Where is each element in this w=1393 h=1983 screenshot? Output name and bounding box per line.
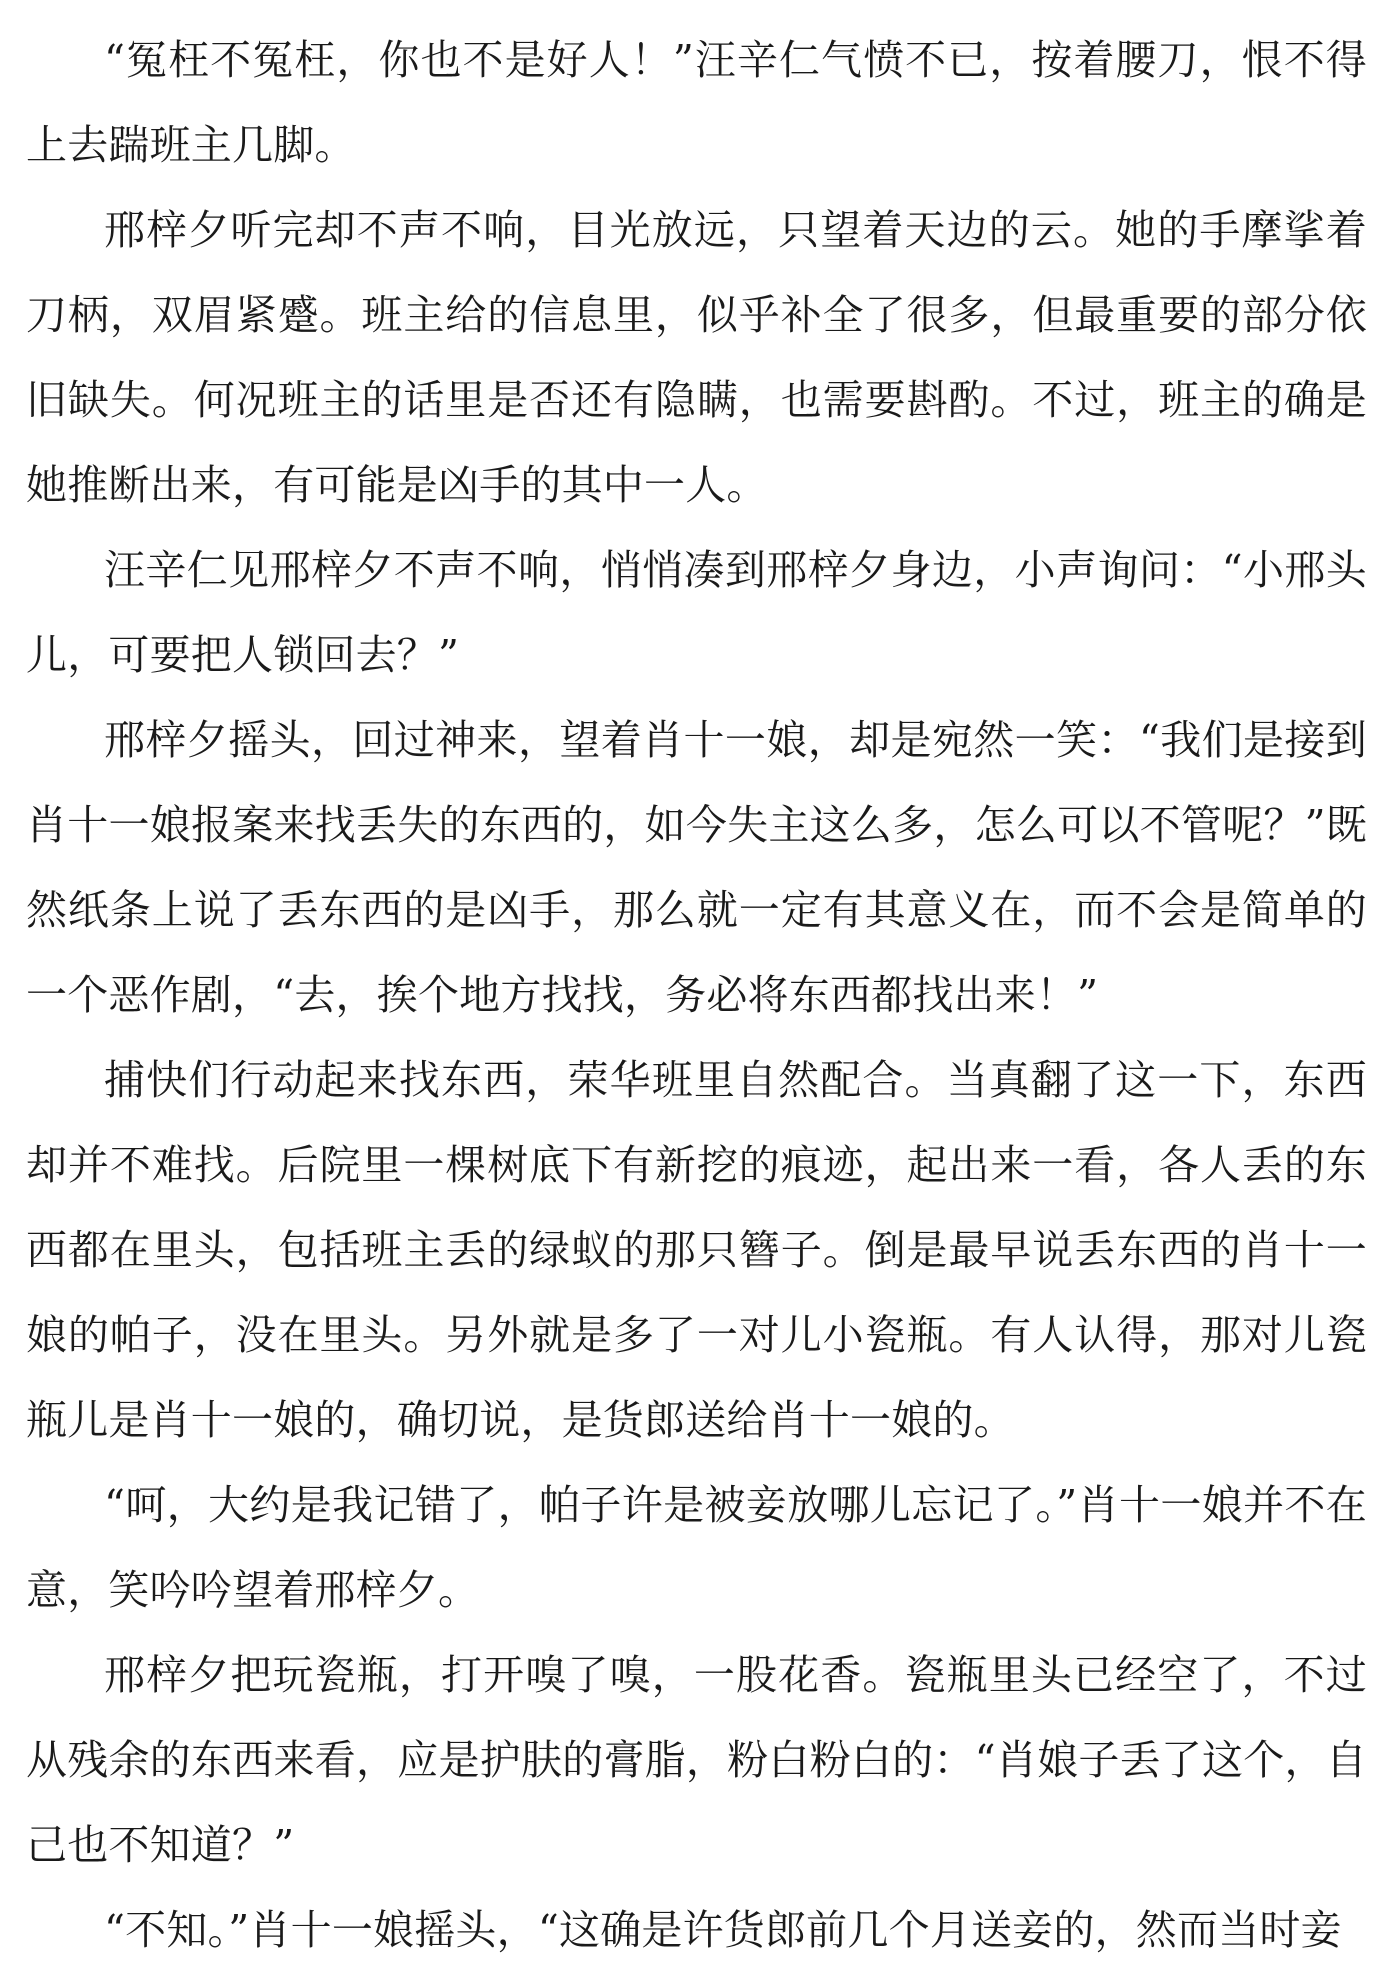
paragraph-4: 邢梓夕摇头，回过神来，望着肖十一娘，却是宛然一笑：“我们是接到肖十一娘报案来找丢失的东西的，如今失主这么多，怎么可以不管呢？”既然纸条上说了丢东西的是凶手，那么就一定有其意义在，而不会是简单的一个恶作剧，“去，挨个地方找找，务必将东西都找出来！” bbox=[26, 716, 1367, 1019]
paragraph-1: “冤枉不冤枉，你也不是好人！”汪辛仁气愤不已，按着腰刀，恨不得上去踹班主几脚。 bbox=[26, 36, 1367, 169]
paragraph-8: “不知。”肖十一娘摇头，“这确是许货郎前几个月送妾的，然而当时妾 bbox=[104, 1906, 1342, 1954]
paragraph-6: “呵，大约是我记错了，帕子许是被妾放哪儿忘记了。”肖十一娘并不在意，笑吟吟望着邢梓夕。 bbox=[26, 1481, 1367, 1614]
paragraph-5: 捕快们行动起来找东西，荣华班里自然配合。当真翻了这一下，东西却并不难找。后院里一棵树底下有新挖的痕迹，起出来一看，各人丢的东西都在里头，包括班主丢的绿蚁的那只簪子。倒是最早说丢东西的肖十一娘的帕子，没在里头。另外就是多了一对儿小瓷瓶。有人认得，那对儿瓷瓶儿是肖十一娘的，确切说，是货郎送给肖十一娘的。 bbox=[26, 1056, 1367, 1444]
paragraph-3: 汪辛仁见邢梓夕不声不响，悄悄凑到邢梓夕身边，小声询问：“小邢头儿，可要把人锁回去？” bbox=[26, 546, 1367, 679]
paragraph-7: 邢梓夕把玩瓷瓶，打开嗅了嗅，一股花香。瓷瓶里头已经空了，不过从残余的东西来看，应是护肤的膏脂，粉白粉白的：“肖娘子丢了这个，自己也不知道？” bbox=[26, 1651, 1367, 1869]
paragraph-2: 邢梓夕听完却不声不响，目光放远，只望着天边的云。她的手摩挲着刀柄，双眉紧蹙。班主给的信息里，似乎补全了很多，但最重要的部分依旧缺失。何况班主的话里是否还有隐瞒，也需要斟酌。不过，班主的确是她推断出来，有可能是凶手的其中一人。 bbox=[26, 206, 1367, 509]
